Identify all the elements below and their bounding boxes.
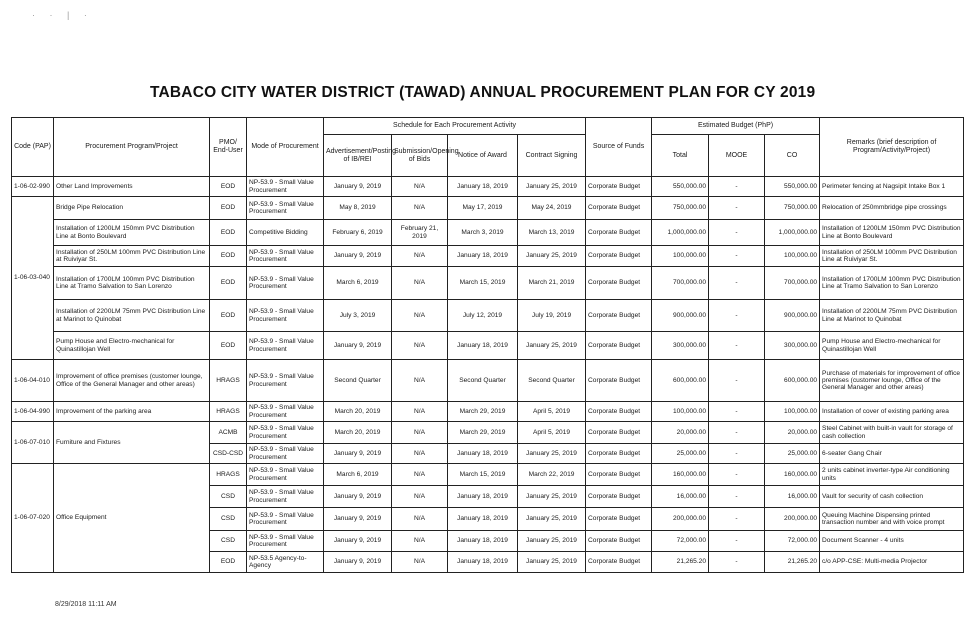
cell-award: May 17, 2019 <box>448 197 518 220</box>
cell-contract: July 19, 2019 <box>518 300 586 332</box>
cell-contract: January 25, 2019 <box>518 444 586 464</box>
cell-remarks: 6-seater Gang Chair <box>820 444 964 464</box>
cell-total: 25,000.00 <box>652 444 709 464</box>
header-program: Procurement Program/Project <box>54 118 210 177</box>
cell-source: Corporate Budget <box>586 267 652 300</box>
cell-contract: March 13, 2019 <box>518 220 586 246</box>
cell-total: 600,000.00 <box>652 360 709 402</box>
cell-co: 72,000.00 <box>765 531 820 552</box>
cell-source: Corporate Budget <box>586 360 652 402</box>
cell-award: Second Quarter <box>448 360 518 402</box>
cell-source: Corporate Budget <box>586 422 652 444</box>
cell-mode: NP-53.9 - Small Value Procurement <box>247 300 324 332</box>
cell-submission: N/A <box>392 177 448 197</box>
cell-submission: N/A <box>392 300 448 332</box>
cell-source: Corporate Budget <box>586 402 652 422</box>
cell-mode: NP-53.9 - Small Value Procurement <box>247 246 324 267</box>
cell-submission: N/A <box>392 464 448 486</box>
cell-remarks: Installation of cover of existing parking area <box>820 402 964 422</box>
cell-pmo: HRAGS <box>210 464 247 486</box>
cell-mooe: - <box>709 267 765 300</box>
cell-remarks: Installation of 2200LM 75mm PVC Distribution Line at Marinot to Quinobat <box>820 300 964 332</box>
cell-source: Corporate Budget <box>586 531 652 552</box>
cell-total: 100,000.00 <box>652 246 709 267</box>
page-title: TABACO CITY WATER DISTRICT (TAWAD) ANNUAL PROCUREMENT PLAN FOR CY 2019 <box>150 84 816 101</box>
cell-contract: Second Quarter <box>518 360 586 402</box>
table-row <box>12 220 964 246</box>
header-pmo: PMO/ End-User <box>210 118 247 177</box>
cell-advertisement: January 9, 2019 <box>324 552 392 573</box>
cell-submission: N/A <box>392 267 448 300</box>
cell-advertisement: February 6, 2019 <box>324 220 392 246</box>
cell-total: 160,000.00 <box>652 464 709 486</box>
cell-remarks: 2 units cabinet inverter-type Air conditioning units <box>820 464 964 486</box>
cell-total: 900,000.00 <box>652 300 709 332</box>
cell-co: 16,000.00 <box>765 486 820 508</box>
procurement-plan-table <box>11 117 964 573</box>
cell-co: 600,000.00 <box>765 360 820 402</box>
cell-award: March 29, 2019 <box>448 402 518 422</box>
table-row <box>12 360 964 402</box>
cell-advertisement: January 9, 2019 <box>324 486 392 508</box>
cell-pmo: EOD <box>210 246 247 267</box>
cell-remarks: c/o APP-CSE: Multi-media Projector <box>820 552 964 573</box>
cell-remarks: Installation of 1700LM 100mm PVC Distribution Line at Tramo Salvation to San Lorenzo <box>820 267 964 300</box>
table-row <box>12 197 964 220</box>
cell-program: Furniture and Fixtures <box>54 422 210 464</box>
cell-award: March 15, 2019 <box>448 464 518 486</box>
cell-total: 20,000.00 <box>652 422 709 444</box>
cell-pmo: ACMB <box>210 422 247 444</box>
cell-submission: N/A <box>392 552 448 573</box>
cell-advertisement: Second Quarter <box>324 360 392 402</box>
cell-submission: N/A <box>392 508 448 531</box>
cell-pmo: CSD <box>210 486 247 508</box>
header-advertisement: Advertisement/Posting of IB/REI <box>324 135 392 177</box>
cell-code: 1-06-07-010 <box>12 422 54 464</box>
cell-co: 160,000.00 <box>765 464 820 486</box>
cell-contract: January 25, 2019 <box>518 177 586 197</box>
cell-total: 700,000.00 <box>652 267 709 300</box>
cell-mooe: - <box>709 444 765 464</box>
cell-program: Pump House and Electro-mechanical for Quinastillojan Well <box>54 332 210 360</box>
cell-award: January 18, 2019 <box>448 486 518 508</box>
cell-remarks: Relocation of 250mmbridge pipe crossings <box>820 197 964 220</box>
cell-code: 1-06-02-990 <box>12 177 54 197</box>
scan-mark: · · | · <box>32 10 93 20</box>
cell-co: 750,000.00 <box>765 197 820 220</box>
cell-total: 21,265.20 <box>652 552 709 573</box>
header-remarks: Remarks (brief description of Program/Activity/Project) <box>820 118 964 177</box>
cell-award: March 3, 2019 <box>448 220 518 246</box>
cell-pmo: CSD <box>210 531 247 552</box>
cell-award: January 18, 2019 <box>448 332 518 360</box>
table-row <box>12 422 964 444</box>
cell-mode: NP-53.9 - Small Value Procurement <box>247 197 324 220</box>
cell-contract: January 25, 2019 <box>518 246 586 267</box>
cell-total: 1,000,000.00 <box>652 220 709 246</box>
table-row <box>12 332 964 360</box>
table-row <box>12 300 964 332</box>
cell-mooe: - <box>709 464 765 486</box>
cell-contract: March 22, 2019 <box>518 464 586 486</box>
cell-co: 25,000.00 <box>765 444 820 464</box>
cell-co: 100,000.00 <box>765 402 820 422</box>
cell-total: 100,000.00 <box>652 402 709 422</box>
cell-co: 200,000.00 <box>765 508 820 531</box>
cell-mooe: - <box>709 177 765 197</box>
cell-contract: April 5, 2019 <box>518 402 586 422</box>
cell-mode: NP-53.9 - Small Value Procurement <box>247 444 324 464</box>
cell-advertisement: March 20, 2019 <box>324 402 392 422</box>
cell-code: 1-06-04-010 <box>12 360 54 402</box>
cell-remarks: Purchase of materials for improvement of office premises (customer lounge, Office of the General Manager and other areas) <box>820 360 964 402</box>
header-co: CO <box>765 135 820 177</box>
header-submission: Submission/Opening of Bids <box>392 135 448 177</box>
cell-co: 1,000,000.00 <box>765 220 820 246</box>
cell-program: Office Equipment <box>54 464 210 573</box>
cell-mode: NP-53.9 - Small Value Procurement <box>247 402 324 422</box>
cell-submission: N/A <box>392 197 448 220</box>
header-mooe: MOOE <box>709 135 765 177</box>
header-budget: Estimated Budget (PhP) <box>652 118 820 135</box>
cell-mooe: - <box>709 402 765 422</box>
table-row <box>12 246 964 267</box>
cell-mooe: - <box>709 220 765 246</box>
cell-mode: NP-53.5 Agency-to-Agency <box>247 552 324 573</box>
cell-source: Corporate Budget <box>586 332 652 360</box>
cell-remarks: Steel Cabinet with built-in vault for storage of cash collection <box>820 422 964 444</box>
header-mode: Mode of Procurement <box>247 118 324 177</box>
cell-mode: NP-53.9 - Small Value Procurement <box>247 267 324 300</box>
cell-source: Corporate Budget <box>586 508 652 531</box>
cell-program: Installation of 1700LM 100mm PVC Distribution Line at Tramo Salvation to San Lorenzo <box>54 267 210 300</box>
cell-submission: N/A <box>392 486 448 508</box>
cell-co: 550,000.00 <box>765 177 820 197</box>
cell-mode: Competitive Bidding <box>247 220 324 246</box>
cell-total: 550,000.00 <box>652 177 709 197</box>
cell-remarks: Vault for security of cash collection <box>820 486 964 508</box>
cell-award: January 18, 2019 <box>448 177 518 197</box>
cell-advertisement: January 9, 2019 <box>324 177 392 197</box>
cell-submission: February 21, 2019 <box>392 220 448 246</box>
cell-award: January 18, 2019 <box>448 552 518 573</box>
cell-contract: January 25, 2019 <box>518 552 586 573</box>
cell-pmo: CSD <box>210 508 247 531</box>
cell-source: Corporate Budget <box>586 444 652 464</box>
cell-remarks: Pump House and Electro-mechanical for Quinastillojan Well <box>820 332 964 360</box>
cell-award: March 15, 2019 <box>448 267 518 300</box>
cell-mooe: - <box>709 332 765 360</box>
header-award: Notice of Award <box>448 135 518 177</box>
cell-submission: N/A <box>392 402 448 422</box>
cell-co: 20,000.00 <box>765 422 820 444</box>
cell-code: 1-06-07-020 <box>12 464 54 573</box>
table-row <box>12 464 964 486</box>
cell-source: Corporate Budget <box>586 177 652 197</box>
cell-advertisement: March 6, 2019 <box>324 464 392 486</box>
table-row <box>12 402 964 422</box>
cell-remarks: Installation of 250LM 100mm PVC Distribution Line at Ruiviyar St. <box>820 246 964 267</box>
cell-pmo: EOD <box>210 177 247 197</box>
cell-source: Corporate Budget <box>586 220 652 246</box>
cell-program: Improvement of the parking area <box>54 402 210 422</box>
cell-advertisement: January 9, 2019 <box>324 332 392 360</box>
cell-co: 21,265.20 <box>765 552 820 573</box>
cell-advertisement: March 20, 2019 <box>324 422 392 444</box>
cell-submission: N/A <box>392 444 448 464</box>
cell-source: Corporate Budget <box>586 552 652 573</box>
cell-program: Installation of 2200LM 75mm PVC Distribution Line at Marinot to Quinobat <box>54 300 210 332</box>
cell-advertisement: January 9, 2019 <box>324 246 392 267</box>
cell-pmo: CSD-CSD <box>210 444 247 464</box>
header-total: Total <box>652 135 709 177</box>
cell-contract: May 24, 2019 <box>518 197 586 220</box>
cell-mooe: - <box>709 197 765 220</box>
cell-pmo: EOD <box>210 300 247 332</box>
cell-source: Corporate Budget <box>586 300 652 332</box>
cell-source: Corporate Budget <box>586 486 652 508</box>
cell-pmo: HRAGS <box>210 402 247 422</box>
cell-total: 16,000.00 <box>652 486 709 508</box>
cell-code: 1-06-03-040 <box>12 197 54 360</box>
cell-program: Installation of 1200LM 150mm PVC Distribution Line at Bonto Boulevard <box>54 220 210 246</box>
cell-mode: NP-53.9 - Small Value Procurement <box>247 508 324 531</box>
cell-co: 100,000.00 <box>765 246 820 267</box>
cell-mooe: - <box>709 360 765 402</box>
cell-source: Corporate Budget <box>586 197 652 220</box>
cell-contract: January 25, 2019 <box>518 508 586 531</box>
cell-submission: N/A <box>392 422 448 444</box>
cell-co: 700,000.00 <box>765 267 820 300</box>
cell-advertisement: January 9, 2019 <box>324 531 392 552</box>
header-schedule: Schedule for Each Procurement Activity <box>324 118 586 135</box>
cell-mode: NP-53.9 - Small Value Procurement <box>247 531 324 552</box>
cell-pmo: EOD <box>210 332 247 360</box>
cell-source: Corporate Budget <box>586 246 652 267</box>
print-timestamp: 8/29/2018 11:11 AM <box>55 601 117 608</box>
cell-contract: January 25, 2019 <box>518 531 586 552</box>
cell-mooe: - <box>709 552 765 573</box>
cell-mode: NP-53.9 - Small Value Procurement <box>247 422 324 444</box>
cell-advertisement: March 6, 2019 <box>324 267 392 300</box>
cell-submission: N/A <box>392 360 448 402</box>
table-row <box>12 267 964 300</box>
cell-mode: NP-53.9 - Small Value Procurement <box>247 360 324 402</box>
cell-contract: January 25, 2019 <box>518 332 586 360</box>
cell-program: Improvement of office premises (customer lounge, Office of the General Manager and other areas) <box>54 360 210 402</box>
cell-mooe: - <box>709 508 765 531</box>
cell-advertisement: January 9, 2019 <box>324 444 392 464</box>
cell-advertisement: May 8, 2019 <box>324 197 392 220</box>
cell-code: 1-06-04-990 <box>12 402 54 422</box>
cell-mode: NP-53.9 - Small Value Procurement <box>247 177 324 197</box>
cell-co: 900,000.00 <box>765 300 820 332</box>
cell-pmo: HRAGS <box>210 360 247 402</box>
cell-program: Other Land Improvements <box>54 177 210 197</box>
cell-pmo: EOD <box>210 220 247 246</box>
cell-award: January 18, 2019 <box>448 508 518 531</box>
cell-contract: March 21, 2019 <box>518 267 586 300</box>
cell-mode: NP-53.9 - Small Value Procurement <box>247 486 324 508</box>
cell-program: Installation of 250LM 100mm PVC Distribution Line at Ruiviyar St. <box>54 246 210 267</box>
cell-award: January 18, 2019 <box>448 531 518 552</box>
cell-pmo: EOD <box>210 267 247 300</box>
cell-advertisement: January 9, 2019 <box>324 508 392 531</box>
cell-total: 300,000.00 <box>652 332 709 360</box>
cell-submission: N/A <box>392 531 448 552</box>
cell-submission: N/A <box>392 332 448 360</box>
table-row <box>12 177 964 197</box>
cell-award: July 12, 2019 <box>448 300 518 332</box>
cell-program: Bridge Pipe Relocation <box>54 197 210 220</box>
cell-mode: NP-53.9 - Small Value Procurement <box>247 464 324 486</box>
cell-co: 300,000.00 <box>765 332 820 360</box>
cell-remarks: Queuing Machine Dispensing printed transaction number and with voice prompt <box>820 508 964 531</box>
cell-source: Corporate Budget <box>586 464 652 486</box>
cell-contract: April 5, 2019 <box>518 422 586 444</box>
cell-contract: January 25, 2019 <box>518 486 586 508</box>
cell-mooe: - <box>709 300 765 332</box>
cell-award: March 29, 2019 <box>448 422 518 444</box>
cell-total: 72,000.00 <box>652 531 709 552</box>
cell-pmo: EOD <box>210 552 247 573</box>
cell-total: 750,000.00 <box>652 197 709 220</box>
cell-mode: NP-53.9 - Small Value Procurement <box>247 332 324 360</box>
header-source: Source of Funds <box>586 118 652 177</box>
cell-pmo: EOD <box>210 197 247 220</box>
header-contract: Contract Signing <box>518 135 586 177</box>
cell-mooe: - <box>709 486 765 508</box>
cell-remarks: Document Scanner - 4 units <box>820 531 964 552</box>
cell-mooe: - <box>709 422 765 444</box>
header-code: Code (PAP) <box>12 118 54 177</box>
cell-remarks: Installation of 1200LM 150mm PVC Distribution Line at Bonto Boulevard <box>820 220 964 246</box>
cell-mooe: - <box>709 246 765 267</box>
cell-advertisement: July 3, 2019 <box>324 300 392 332</box>
cell-submission: N/A <box>392 246 448 267</box>
cell-mooe: - <box>709 531 765 552</box>
cell-remarks: Perimeter fencing at Nagsipit Intake Box 1 <box>820 177 964 197</box>
cell-award: January 18, 2019 <box>448 246 518 267</box>
cell-award: January 18, 2019 <box>448 444 518 464</box>
cell-total: 200,000.00 <box>652 508 709 531</box>
